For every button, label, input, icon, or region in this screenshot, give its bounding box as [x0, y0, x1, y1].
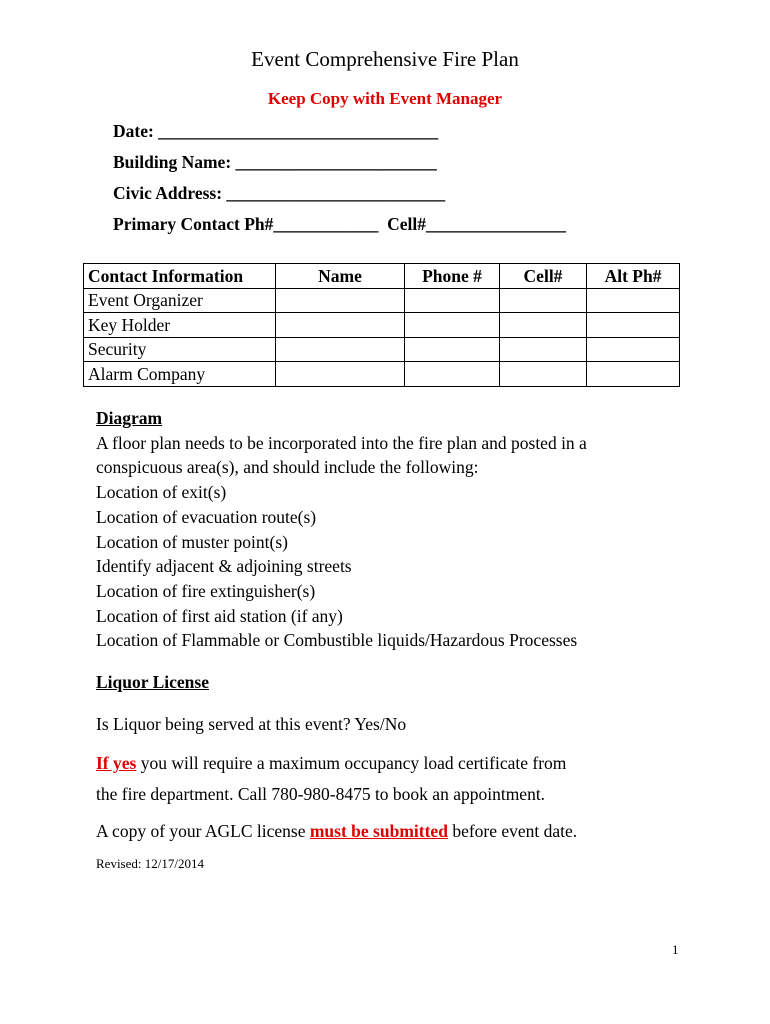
page-number: 1 — [672, 942, 679, 957]
table-cell[interactable] — [405, 313, 500, 338]
aglc-license-line — [96, 819, 577, 844]
table-cell[interactable] — [500, 313, 587, 338]
table-row — [84, 288, 680, 313]
civic-address-field: Civic Address: _________________________ — [113, 183, 446, 203]
if-yes-label: If yes — [96, 753, 137, 773]
liquor-question: Is Liquor being served at this event? Yes/No — [96, 714, 407, 734]
row-label: Alarm Company — [84, 362, 276, 387]
diagram-section — [96, 406, 587, 653]
column-header: Alt Ph# — [587, 264, 680, 289]
list-item: Location of muster point(s) — [96, 531, 288, 552]
building-name-field: Building Name: _______________________ — [113, 152, 437, 172]
table-cell[interactable] — [587, 288, 680, 313]
table-cell[interactable] — [405, 362, 500, 387]
table-row — [84, 337, 680, 362]
table-cell[interactable] — [276, 288, 405, 313]
must-be-submitted-label: must be submitted — [309, 821, 448, 841]
table-cell[interactable] — [500, 362, 587, 387]
table-cell[interactable] — [276, 337, 405, 362]
liquor-heading: Liquor License — [96, 672, 209, 692]
table-header-row — [84, 264, 680, 289]
row-label: Event Organizer — [84, 288, 276, 313]
revised-date: Revised: 12/17/2014 — [96, 856, 204, 871]
table-cell[interactable] — [405, 288, 500, 313]
aglc-text-end: before event date. — [447, 821, 578, 841]
table-cell[interactable] — [405, 337, 500, 362]
diagram-heading: Diagram — [96, 408, 163, 428]
aglc-text: A copy of your AGLC license — [96, 821, 310, 841]
row-label: Security — [84, 337, 276, 362]
fire-department-line: the fire department. Call 780-980-8475 to book an appointment. — [96, 784, 546, 804]
table-row — [84, 313, 680, 338]
list-item: Location of fire extinguisher(s) — [96, 580, 316, 601]
liquor-section — [96, 670, 209, 695]
table-cell[interactable] — [276, 313, 405, 338]
list-item: Identify adjacent & adjoining streets — [96, 556, 352, 577]
list-item: Location of exit(s) — [96, 482, 227, 503]
liquor-requirement — [96, 751, 566, 776]
contact-table — [83, 263, 680, 387]
table-cell[interactable] — [587, 362, 680, 387]
requirement-text: you will require a maximum occupancy load certificate from — [136, 753, 567, 773]
document-title: Event Comprehensive Fire Plan — [251, 47, 519, 71]
list-item: Location of Flammable or Combustible liquids/Hazardous Processes — [96, 630, 578, 651]
column-header: Contact Information — [84, 264, 276, 289]
primary-contact-field: Primary Contact Ph#____________ Cell#________________ — [113, 214, 567, 234]
document-subtitle: Keep Copy with Event Manager — [267, 89, 503, 108]
row-label: Key Holder — [84, 313, 276, 338]
column-header: Name — [276, 264, 405, 289]
header-fields — [113, 119, 566, 243]
table-cell[interactable] — [500, 337, 587, 362]
table-cell[interactable] — [276, 362, 405, 387]
date-field: Date: ________________________________ — [113, 121, 439, 141]
table-cell[interactable] — [587, 337, 680, 362]
diagram-intro: conspicuous area(s), and should include the following: — [96, 457, 479, 478]
table-cell[interactable] — [500, 288, 587, 313]
table-cell[interactable] — [587, 313, 680, 338]
diagram-intro: A floor plan needs to be incorporated into the fire plan and posted in a — [96, 432, 587, 453]
table-row — [84, 362, 680, 387]
list-item: Location of evacuation route(s) — [96, 506, 317, 527]
column-header: Phone # — [405, 264, 500, 289]
column-header: Cell# — [500, 264, 587, 289]
list-item: Location of first aid station (if any) — [96, 605, 343, 626]
